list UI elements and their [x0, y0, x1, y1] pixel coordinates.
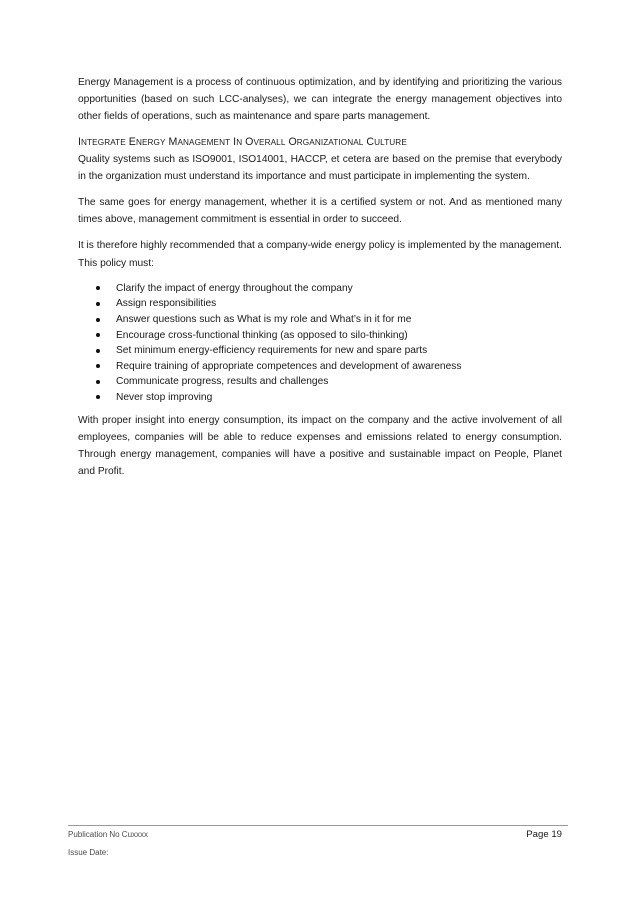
paragraph-energy-management: Energy Management is a process of continuous optimization, and by identifying and prioritizing the various opportunities (based on such LCC-analyses), we can integrate the energy management objectives into other fields of operations, such as maintenance and spare parts management.: [78, 77, 562, 123]
list-item: Never stop improving: [96, 390, 562, 406]
bullet-icon: [96, 318, 100, 322]
list-item: Answer questions such as What is my role and What’s in it for me: [96, 312, 562, 328]
bullet-icon: [96, 349, 100, 353]
publication-number: Publication No Cuxxxx: [68, 830, 149, 839]
list-item: Set minimum energy-efficiency requirements for new and spare parts: [96, 343, 562, 359]
page-footer: [68, 825, 568, 857]
bullet-icon: [96, 286, 100, 290]
bullet-icon: [96, 302, 100, 306]
section-heading: INTEGRATE ENERGY MANAGEMENT IN OVERALL ORGANIZATIONAL CULTURE: [78, 135, 407, 148]
list-item: Clarify the impact of energy throughout the company: [96, 281, 562, 297]
paragraph-quality-systems: Quality systems such as ISO9001, ISO14001, HACCP, et cetera are based on the premise that everybody in the organization must understand its importance and must participate in implementing the system.: [78, 153, 562, 182]
paragraph-conclusion: With proper insight into energy consumption, its impact on the company and the active involvement of all employees, companies will be able to reduce expenses and emissions related to energy consumption. Through energy management, companies will have a positive and sustainable impact on People, Planet and Profit.: [78, 414, 562, 478]
list-item: Assign responsibilities: [96, 296, 562, 312]
bullet-icon: [96, 395, 100, 399]
bullet-icon: [96, 364, 100, 368]
paragraph-certified-system: The same goes for energy management, whether it is a certified system or not. And as mentioned many times above, management commitment is essential in order to succeed.: [78, 197, 562, 226]
policy-bullet-list: [78, 281, 562, 406]
bullet-icon: [96, 333, 100, 337]
issue-date: Issue Date:: [68, 848, 109, 857]
list-item: Encourage cross-functional thinking (as opposed to silo-thinking): [96, 328, 562, 344]
page-body: [78, 74, 562, 489]
paragraph-energy-policy: It is therefore highly recommended that a company-wide energy policy is implemented by the management. This policy must:: [78, 240, 562, 269]
page-number: Page 19: [526, 829, 562, 840]
bullet-icon: [96, 380, 100, 384]
list-item: Communicate progress, results and challenges: [96, 374, 562, 390]
list-item: Require training of appropriate competences and development of awareness: [96, 359, 562, 375]
footer-row: [68, 826, 568, 844]
